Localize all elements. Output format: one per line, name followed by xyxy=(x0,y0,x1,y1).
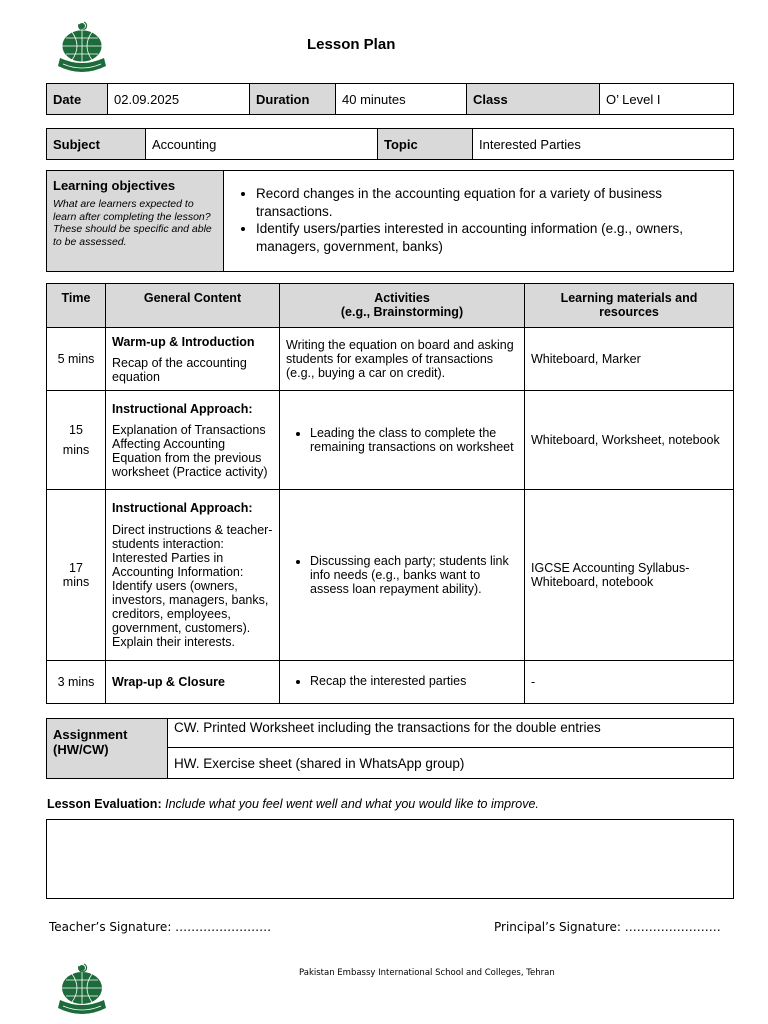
objective-item: • Record changes in the accounting equation for a variety of business transactions. xyxy=(256,185,713,220)
objectives-hint: What are learners expected to learn after completing the lesson? These should be specific and able to be assessed. xyxy=(53,198,212,248)
row-time-number: 15 xyxy=(69,423,83,437)
row-content-title: Instructional Approach: xyxy=(112,501,253,515)
row-time xyxy=(47,391,106,490)
evaluation-heading xyxy=(47,797,539,811)
evaluation-box[interactable] xyxy=(46,819,734,899)
header-time: Time xyxy=(47,284,106,328)
school-crest-icon xyxy=(52,20,112,82)
topic-value: Interested Parties xyxy=(473,129,734,160)
row-content-title: Warm-up & Introduction xyxy=(112,334,255,349)
row-content-title: Instructional Approach: xyxy=(112,401,253,416)
assignment-table xyxy=(46,718,734,779)
row-activity xyxy=(280,391,525,490)
row-content-body: Direct instructions & teacher-students interaction: Interested Parties in Accounting Information: Identify users (owners, investors, managers, banks, creditors, employees, government, customers). Explain their interests. xyxy=(112,523,273,649)
objectives-label-cell xyxy=(47,171,224,272)
objective-item: • Identify users/parties interested in accounting information (e.g., owners, managers, government, banks) xyxy=(256,220,713,255)
row-materials: IGCSE Accounting Syllabus- Whiteboard, notebook xyxy=(525,490,734,661)
duration-value: 40 minutes xyxy=(336,84,467,115)
row-activity-item: • Recap the interested parties xyxy=(310,674,518,688)
row-activity-item: • Discussing each party; students link info needs (e.g., banks want to assess loan repayment ability). xyxy=(310,554,518,596)
row-materials: Whiteboard, Worksheet, notebook xyxy=(525,391,734,490)
header-activities-line2: (e.g., Brainstorming) xyxy=(340,305,464,319)
teacher-signature: Teacher’s Signature: …………………… xyxy=(49,920,272,934)
school-crest-icon xyxy=(52,962,112,1024)
header-content: General Content xyxy=(106,284,280,328)
evaluation-hint: Include what you feel went well and what you would like to improve. xyxy=(165,797,539,811)
principal-signature: Principal’s Signature: …………………… xyxy=(494,920,721,934)
header-activities-line1: Activities xyxy=(374,291,430,305)
table-row xyxy=(47,661,734,704)
row-activity xyxy=(280,661,525,704)
class-value: O’ Level I xyxy=(600,84,734,115)
row-content-title: Wrap-up & Closure xyxy=(106,661,280,704)
table-row xyxy=(47,490,734,661)
page-title: Lesson Plan xyxy=(307,36,396,53)
assignment-hw: HW. Exercise sheet (shared in WhatsApp group) xyxy=(168,748,734,779)
row-time: 5 mins xyxy=(47,328,106,391)
row-activity: Writing the equation on board and asking students for examples of transactions (e.g., buying a car on credit). xyxy=(280,328,525,391)
row-materials: - xyxy=(525,661,734,704)
duration-label: Duration xyxy=(250,84,336,115)
row-activity-item: • Leading the class to complete the remaining transactions on worksheet xyxy=(310,426,518,454)
objectives-table xyxy=(46,170,734,272)
row-time-unit: mins xyxy=(62,443,90,457)
row-content-body: Recap of the accounting equation xyxy=(112,355,247,384)
row-time: 3 mins xyxy=(47,661,106,704)
header-activities xyxy=(280,284,525,328)
row-activity xyxy=(280,490,525,661)
table-row xyxy=(47,328,734,391)
header-materials: Learning materials and resources xyxy=(525,284,734,328)
info-table-1 xyxy=(46,83,734,115)
date-value: 02.09.2025 xyxy=(108,84,250,115)
row-time-number: 17 xyxy=(69,561,83,575)
date-label: Date xyxy=(47,84,108,115)
row-content xyxy=(106,391,280,490)
row-content xyxy=(106,328,280,391)
evaluation-label: Lesson Evaluation: xyxy=(47,797,162,811)
assignment-label: Assignment (HW/CW) xyxy=(47,719,168,779)
info-table-2 xyxy=(46,128,734,160)
row-time-unit: mins xyxy=(62,575,90,589)
class-label: Class xyxy=(467,84,600,115)
row-materials: Whiteboard, Marker xyxy=(525,328,734,391)
row-content xyxy=(106,490,280,661)
row-content-body: Explanation of Transactions Affecting Accounting Equation from the previous worksheet (Practice activity) xyxy=(112,422,268,479)
objectives-list-cell xyxy=(224,171,734,272)
table-row xyxy=(47,391,734,490)
assignment-cw: CW. Printed Worksheet including the transactions for the double entries xyxy=(168,719,734,748)
topic-label: Topic xyxy=(378,129,473,160)
subject-value: Accounting xyxy=(146,129,378,160)
subject-label: Subject xyxy=(47,129,146,160)
footer-school-name: Pakistan Embassy International School and Colleges, Tehran xyxy=(299,968,555,978)
objectives-heading: Learning objectives xyxy=(53,178,176,193)
row-time xyxy=(47,490,106,661)
plan-table xyxy=(46,283,734,704)
